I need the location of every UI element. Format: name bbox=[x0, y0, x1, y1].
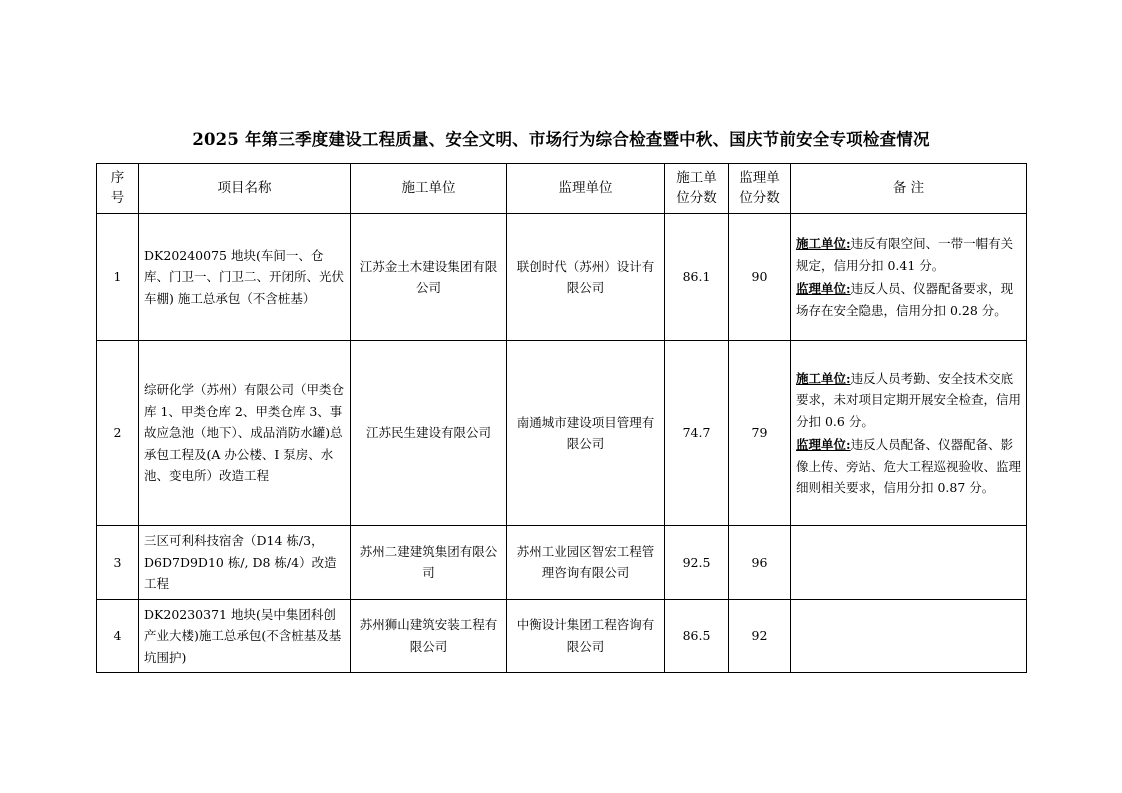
row-remarks bbox=[791, 526, 1027, 600]
row-supervision-unit: 南通城市建设项目管理有限公司 bbox=[507, 341, 665, 526]
row-index: 3 bbox=[97, 526, 139, 600]
column-header-index bbox=[97, 164, 139, 214]
row-supervision-score: 96 bbox=[729, 526, 791, 600]
column-header-construction-score bbox=[665, 164, 729, 214]
row-index: 4 bbox=[97, 599, 139, 673]
remark-label: 监理单位: bbox=[796, 281, 851, 297]
row-supervision-unit: 中衡设计集团工程咨询有限公司 bbox=[507, 599, 665, 673]
row-index: 1 bbox=[97, 214, 139, 341]
row-supervision-unit: 联创时代（苏州）设计有限公司 bbox=[507, 214, 665, 341]
row-construction-score: 86.5 bbox=[665, 599, 729, 673]
table-row bbox=[97, 526, 1027, 600]
row-project-name: 综研化学（苏州）有限公司（甲类仓库 1、甲类仓库 2、甲类仓库 3、事故应急池（地下）、成品消防水罐)总承包工程及(A 办公楼、I 泵房、水池、变电所）改造工程 bbox=[139, 341, 351, 526]
column-header-supervision-score-line1: 监理单 bbox=[739, 170, 780, 186]
remark-item bbox=[796, 434, 1021, 499]
remark-text: 违反人员配备、仪器配备、影像上传、旁站、危大工程巡视验收、监理细则相关要求，信用分扣 0.87 分。 bbox=[796, 437, 1022, 496]
remark-text: 违反有限空间、一带一帽有关规定，信用分扣 0.41 分。 bbox=[796, 236, 1014, 273]
remark-label: 施工单位: bbox=[796, 370, 851, 386]
row-construction-score: 92.5 bbox=[665, 526, 729, 600]
row-construction-score: 74.7 bbox=[665, 341, 729, 526]
table-body bbox=[97, 214, 1027, 673]
remark-item bbox=[796, 368, 1021, 433]
table-row bbox=[97, 599, 1027, 673]
remark-text: 违反人员考勤、安全技术交底要求，未对项目定期开展安全检查，信用分扣 0.6 分。 bbox=[796, 370, 1022, 429]
table-header-row bbox=[97, 164, 1027, 214]
remark-item bbox=[796, 278, 1021, 321]
row-construction-unit: 苏州狮山建筑安装工程有限公司 bbox=[351, 599, 507, 673]
column-header-supervision-unit: 监理单位 bbox=[507, 164, 665, 214]
row-project-name: DK20230371 地块(吴中集团科创产业大楼)施工总承包(不含桩基及基坑围护) bbox=[139, 599, 351, 673]
row-project-name: 三区可利科技宿舍（D14 栋/3，D6D7D9D10 栋/, D8 栋/4）改造工程 bbox=[139, 526, 351, 600]
row-supervision-score: 90 bbox=[729, 214, 791, 341]
inspection-results-table bbox=[96, 163, 1027, 673]
table-header bbox=[97, 164, 1027, 214]
remark-label: 施工单位: bbox=[796, 236, 851, 252]
table-row bbox=[97, 214, 1027, 341]
remark-label: 监理单位: bbox=[796, 437, 851, 453]
column-header-index-line2: 号 bbox=[110, 189, 125, 206]
row-index: 2 bbox=[97, 341, 139, 526]
row-supervision-unit: 苏州工业园区智宏工程管理咨询有限公司 bbox=[507, 526, 665, 600]
row-construction-unit: 苏州二建建筑集团有限公司 bbox=[351, 526, 507, 600]
table-row bbox=[97, 341, 1027, 526]
page-title: 2025 年第三季度建设工程质量、安全文明、市场行为综合检查暨中秋、国庆节前安全专项检查情况 bbox=[192, 130, 930, 149]
column-header-construction-score-line1: 施工单 bbox=[676, 170, 717, 186]
row-remarks bbox=[791, 599, 1027, 673]
column-header-supervision-score-line2: 位分数 bbox=[739, 189, 780, 206]
row-remarks bbox=[791, 341, 1027, 526]
row-supervision-score: 79 bbox=[729, 341, 791, 526]
column-header-construction-unit: 施工单位 bbox=[351, 164, 507, 214]
column-header-project-name: 项目名称 bbox=[139, 164, 351, 214]
column-header-supervision-score bbox=[729, 164, 791, 214]
column-header-index-line1: 序 bbox=[110, 170, 125, 186]
row-construction-score: 86.1 bbox=[665, 214, 729, 341]
row-construction-unit: 江苏金土木建设集团有限公司 bbox=[351, 214, 507, 341]
row-supervision-score: 92 bbox=[729, 599, 791, 673]
row-construction-unit: 江苏民生建设有限公司 bbox=[351, 341, 507, 526]
remark-text: 违反人员、仪器配备要求，现场存在安全隐患，信用分扣 0.28 分。 bbox=[796, 281, 1014, 318]
column-header-construction-score-line2: 位分数 bbox=[676, 189, 717, 206]
remark-item bbox=[796, 233, 1021, 276]
row-project-name: DK20240075 地块(车间一、仓库、门卫一、门卫二、开闭所、光伏车棚) 施工总承包（不含桩基） bbox=[139, 214, 351, 341]
column-header-remarks: 备 注 bbox=[791, 164, 1027, 214]
row-remarks bbox=[791, 214, 1027, 341]
